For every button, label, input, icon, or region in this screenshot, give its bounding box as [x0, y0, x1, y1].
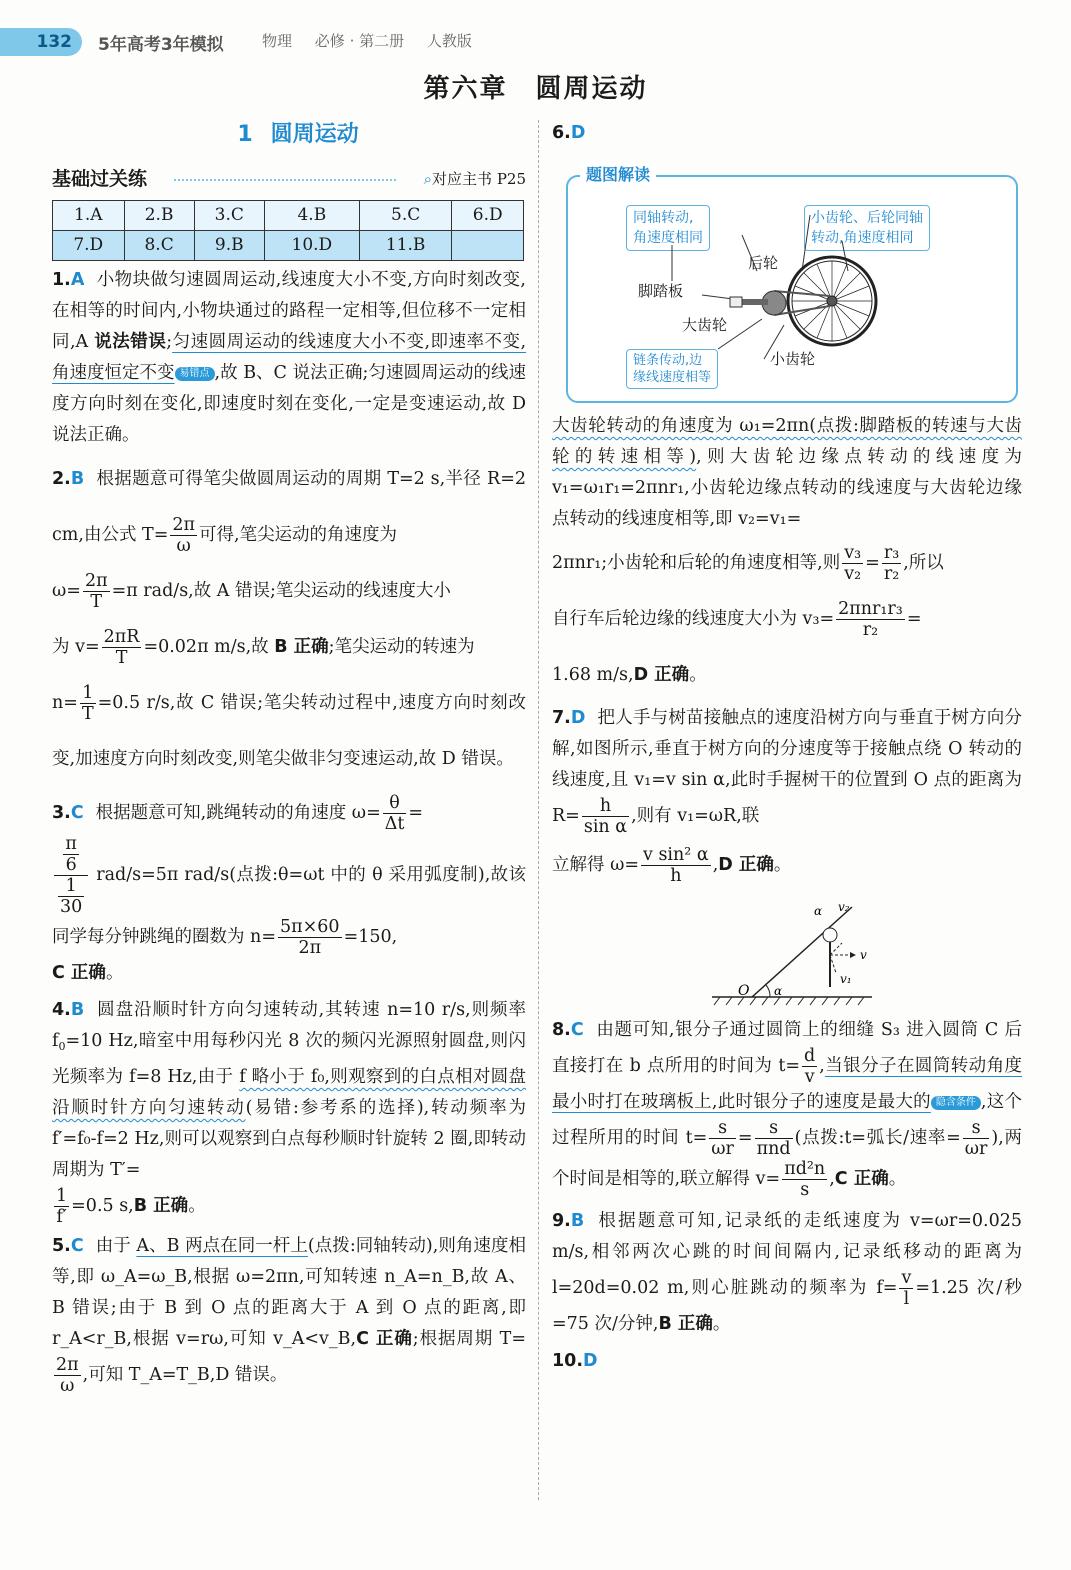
page-number: 132 [0, 28, 82, 56]
answer-7: 7.D 把人手与树苗接触点的速度沿树方向与垂直于树方向分解,如图所示,垂直于树方向的分速度等于接触点绕 O 转动的线速度,且 v₁=v sin α,此时手握树干的位置到 O 点的距离为 R= $\frac{h}{\text{sin α}}$ ,则有 v₁=ωR,联 立解得 ω= $\frac{\text{v sin² α}}{h}$ ,D 正确。 [552, 708, 1022, 886]
answer-6-head: 6.D [552, 123, 586, 143]
answer-9: 9.B 根据题意可知,记录纸的走纸速度为 v=ωr=0.025 m/s,相邻两次心跳的时间间隔内,记录纸移动的距离为 l=20d=0.02 m,则心脏跳动的频率为 f= $\frac{v}{l}$ =1.25 次/秒=75 次/分钟,B 正确。 [552, 1211, 1022, 1334]
rear-wheel [788, 257, 876, 345]
fraction: $\frac{2\pi}{\omega}$ [172, 515, 195, 556]
fraction: $\frac{s}{\omega r}$ [711, 1118, 734, 1159]
fraction: $\frac{s}{\omega r}$ [964, 1118, 988, 1159]
chapter-title: 第六章 圆周运动 [423, 74, 648, 104]
note-coaxial: 同轴转动, 角速度相同 [626, 205, 710, 251]
fraction: $\frac{\text{πd²n}}{s}$ [784, 1159, 826, 1200]
search-icon: ⌕ [423, 170, 433, 188]
angle-arc [766, 985, 770, 997]
table-cell: 2.B [124, 201, 194, 231]
tree-trunk [752, 907, 852, 997]
series-title: 5年高考3年模拟 [98, 35, 224, 55]
fraction: $\frac{h}{\text{sin α}}$ [583, 796, 628, 837]
table-cell: 3.C [194, 201, 264, 231]
table-cell: 4.B [264, 201, 359, 231]
tree-figure [552, 899, 1022, 1009]
answer-2: 2.B 根据题意可得笔尖做圆周运动的周期 T=2 s,半径 R=2 cm,由公式 T= $\frac{2\pi}{\omega}$ 可得,笔尖运动的角速度为 ω= $\frac{2\pi}{T}$ =π rad/s,故 A 错误;笔尖运动的线速度大小 为 v= $\frac{2\pi R}{T}$ =0.02π m/s,故 B 正确;笔尖运动的转速为 n= $\frac{1}{T}$ =0.5 r/s,故 C 错误;笔尖转动过程中,速度方向时刻改变,加速度方向时刻改变,则笔尖做非匀变速运动,故 D 错误。 [52, 469, 526, 769]
answer-8: 8.C 由题可知,银分子通过圆筒上的细缝 S₃ 进入圆筒 C 后直接打在 b 点所用的时间为 t= $\frac{d}{v}$ ,当银分子在圆筒转动角度最小时打在玻璃板上,此时银分子的速度是最大的 隐含条件 ,这个过程所用的时间 t= $\frac{s}{\omega r}$ = $\frac{s}{\text{πnd}}$ (点拨:t=弧长/速率= $\frac{s}{\omega r}$ ),两个时间是相等的,联立解得 v= $\frac{\text{πd²n}}{s}$ ,C 正确。 [552, 1020, 1023, 1200]
table-cell [452, 231, 524, 261]
answer-5: 5.C 由于 A、B 两点在同一杆上(点拨:同轴转动),则角速度相等,即 ω_A=ω_B,根据 ω=2πn,可知转速 n_A=n_B,故 A、B 错误;由于 B 到 O 点的距离大于 A 到 O 点的距离,即 r_A<r_B,根据 v=rω,可知 v_A<v_B,C 正确;根据周期 T= $\frac{2\pi}{\omega}$ ,可知 T_A=T_B,D 错误。 [52, 1236, 527, 1396]
answer-1: 1.A 小物块做匀速圆周运动,线速度大小不变,方向时刻改变,在相等的时间内,小物块通过的路程一定相等,但位移不一定相同,A 说法错误;匀速圆周运动的线速度大小不变,即速率不变,角速度恒定不变 易错点 ,故 B、C 说法正确;匀速圆周运动的线速度方向时刻在变化,即速度时刻在变化,一定是变速运动,故 D 说法正确。 [52, 270, 527, 445]
label-big-gear: 大齿轮 [682, 316, 728, 334]
table-cell: 7.D [53, 231, 125, 261]
fraction: $\frac{\text{r₃}}{\text{r₂}}$ [883, 543, 900, 584]
answer-4: 4.B 圆盘沿顺时针方向匀速转动,其转速 n=10 r/s,则频率 $f_0=10$ Hz,暗室中用每秒闪光 8 次的频闪光源照射圆盘,则闪光频率为 f=8 Hz,由于 f 略小于 f₀,则观察到的白点相对圆盘沿顺时针方向匀速转动(易错:参考系的选择),转动频率为 f′=f₀-f=2 Hz,则可以观察到白点每秒顺时针旋转 2 圈,即转动周期为 T′= $\frac{1}{f'}$ =0.5 s,B 正确。 [52, 1000, 527, 1227]
section-title [52, 118, 526, 152]
fraction: $\frac{1}{f'}$ [56, 1186, 68, 1227]
label-alpha-top: α [814, 904, 823, 918]
label-pedal: 脚踏板 [638, 282, 684, 300]
left-column [52, 118, 526, 1396]
dotted-rule [174, 179, 396, 181]
book-reference: ⌕对应主书 P25 [423, 170, 526, 188]
label-rear-wheel: 后轮 [748, 254, 779, 272]
book-info [262, 30, 490, 51]
arrows [672, 215, 848, 359]
label-small-gear: 小齿轮 [770, 350, 816, 368]
velocity-diagram [552, 899, 1022, 1009]
table-cell: 5.C [359, 201, 452, 231]
fraction: $\frac{s}{\text{πnd}}$ [756, 1118, 791, 1159]
chain-drive [730, 291, 830, 315]
figure-title: 题图解读 [580, 163, 656, 187]
section-name: 圆周运动 [270, 122, 359, 147]
table-row [53, 231, 524, 261]
table-cell: 1.A [53, 201, 125, 231]
pedal [730, 297, 742, 307]
fraction: $\frac{\text{2πnr₁r₃}}{\text{r₂}}$ [838, 599, 903, 640]
answer-6: 大齿轮转动的角速度为 ω₁=2πn(点拨:脚踏板的转速与大齿轮的转速相等),则大齿轮边缘点转动的线速度为 v₁=ω₁r₁=2πnr₁,小齿轮边缘点转动的线速度与大齿轮边缘点转动的线速度相等,即 v₂=v₁= 2πnr₁;小齿轮和后轮的角速度相等,则 $\frac{\text{v₃}}{\text{v₂}}$ = $\frac{\text{r₃}}{\text{r₂}}$ ,所以 自行车后轮边缘的线速度大小为 v₃= $\frac{\text{2πnr₁r₃}}{\text{r₂}}$ = 1.68 m/s,D 正确。 [552, 416, 1023, 685]
table-cell: 8.C [124, 231, 194, 261]
fraction: $\frac{\text{v sin² α}}{h}$ [643, 845, 709, 886]
practice-header [52, 164, 526, 194]
label-v2: v₂ [838, 900, 850, 914]
fraction: $\frac{\theta}{\Delta t}$ [384, 793, 405, 834]
subject: 物理 [262, 32, 293, 50]
edition: 人教版 [426, 32, 472, 50]
bicycle-figure [552, 153, 1022, 403]
arrow-line [764, 325, 784, 359]
arrow-line [842, 241, 848, 271]
table-cell: 9.B [194, 231, 264, 261]
fraction: $\frac{2\pi R}{T}$ [103, 627, 140, 668]
volume: 必修 · 第二册 [314, 32, 405, 50]
label-O: O [738, 983, 750, 999]
small-gear [827, 296, 837, 306]
person-head [823, 928, 837, 942]
label-v1: v₁ [840, 972, 852, 986]
label-alpha-bottom: α [774, 984, 783, 998]
fraction: $\frac{1}{T}$ [81, 683, 94, 724]
table-row [53, 201, 524, 231]
fraction: $\frac{2\pi}{\omega}$ [56, 1355, 79, 1396]
fraction: $\frac{v}{l}$ [901, 1268, 912, 1309]
table-cell: 11.B [359, 231, 452, 261]
arrow-line [718, 319, 762, 349]
page-header [0, 28, 1071, 56]
label-v: v [860, 948, 867, 962]
answer-key: A [70, 270, 85, 290]
fraction: $\frac{2\pi}{T}$ [84, 571, 108, 612]
answer-10: 10.D [552, 1351, 598, 1371]
fraction: $\frac{\text{v₃}}{\text{v₂}}$ [844, 543, 862, 584]
section-number: 1 [237, 122, 253, 147]
note-small-gear: 小齿轮、后轮同轴 转动,角速度相同 [804, 205, 930, 251]
answer-3: 3.C 根据题意可知,跳绳转动的角速度 ω= $\frac{\theta}{\Delta t}$ = $\frac{\frac{\pi}{6}}{\frac{1}{30}}$ rad/s=5π rad/s(点拨:θ=ωt 中的 θ 采用弧度制),故该同学每分钟跳绳的圈数为 n= $\frac{5\pi\times 60}{2\pi}$ =150, C 正确。 [52, 793, 526, 983]
note-chain: 链条传动,边 缘线速度相等 [626, 349, 718, 389]
fraction: $\frac{5\pi\times 60}{2\pi}$ [280, 917, 340, 958]
right-column [552, 118, 1022, 1377]
answer-table [52, 200, 524, 261]
practice-title: 基础过关练 [52, 168, 148, 190]
tip-badge: 隐含条件 [931, 1096, 981, 1110]
fraction: $\frac{d}{v}$ [804, 1046, 816, 1087]
bicycle-drawing [552, 153, 1022, 403]
table-cell: 6.D [452, 201, 524, 231]
tip-badge: 易错点 [175, 367, 215, 381]
column-divider [538, 120, 539, 1500]
arrow-line [742, 235, 757, 271]
table-cell: 10.D [264, 231, 359, 261]
compound-fraction: $\frac{\frac{\pi}{6}}{\frac{1}{30}}$ [54, 834, 88, 917]
v2-arrow [830, 943, 842, 955]
